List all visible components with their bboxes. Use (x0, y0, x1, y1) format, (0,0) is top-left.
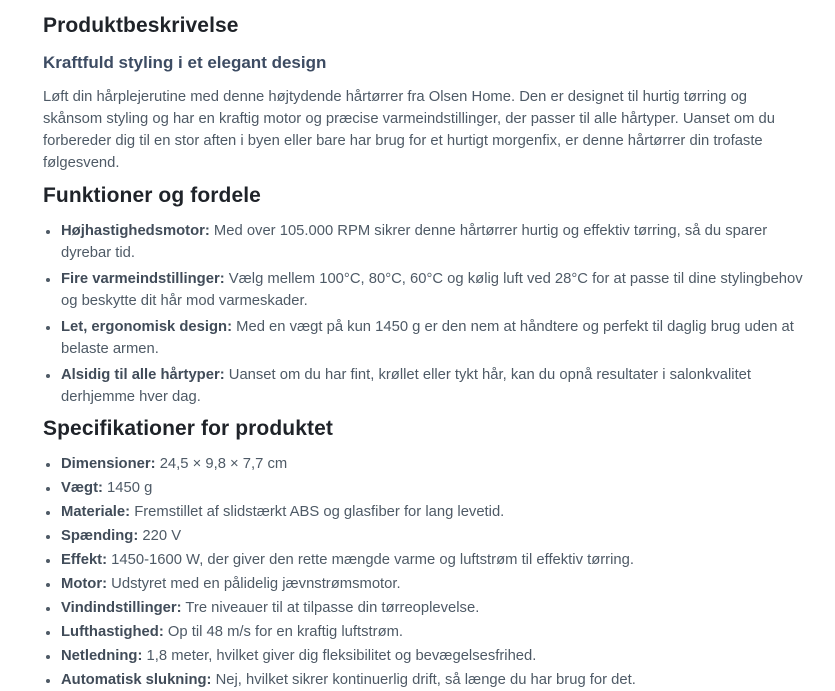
spec-term: Motor: (61, 576, 108, 592)
feature-text: Med over 105.000 RPM sikrer denne hårtørrer hurtig og effektiv tørring, så du sparer dyrebar tid. (61, 223, 768, 261)
specifications-list (43, 453, 806, 691)
feature-term: Fire varmeindstillinger: (61, 271, 225, 287)
spec-text: 220 V (142, 528, 182, 544)
list-item-spec (60, 645, 806, 667)
list-item-feature (60, 220, 806, 264)
list-item-spec (60, 525, 806, 547)
feature-term: Alsidig til alle hårtyper: (61, 367, 225, 383)
spec-term: Dimensioner: (61, 456, 156, 472)
spec-text: Tre niveauer til at tilpasse din tørreoplevelse. (185, 600, 480, 616)
spec-term: Vindindstillinger: (61, 600, 182, 616)
feature-term: Let, ergonomisk design: (61, 319, 233, 335)
list-item-feature (60, 364, 806, 408)
list-item-feature (60, 268, 806, 312)
spec-term: Effekt: (61, 552, 108, 568)
feature-term: Højhastighedsmotor: (61, 223, 210, 239)
spec-text: Op til 48 m/s for en kraftig luftstrøm. (167, 624, 404, 640)
spec-term: Vægt: (61, 480, 103, 496)
section-heading-specifications: Specifikationer for produktet (43, 417, 333, 440)
spec-term: Materiale: (61, 504, 131, 520)
list-item-spec (60, 477, 806, 499)
feature-text: Med en vægt på kun 1450 g er den nem at håndtere og perfekt til daglig brug uden at belaste armen. (61, 319, 794, 357)
spec-text: 1450-1600 W, der giver den rette mængde varme og luftstrøm til effektiv tørring. (111, 552, 634, 568)
list-item-spec (60, 501, 806, 523)
list-item-spec (60, 669, 806, 691)
page-title: Produktbeskrivelse (43, 14, 239, 37)
list-item-spec (60, 549, 806, 571)
spec-text: 1450 g (107, 480, 153, 496)
features-list (43, 220, 806, 408)
spec-term: Automatisk slukning: (61, 672, 212, 688)
list-item-spec (60, 621, 806, 643)
spec-term: Lufthastighed: (61, 624, 164, 640)
spec-term: Netledning: (61, 648, 143, 664)
spec-term: Spænding: (61, 528, 139, 544)
list-item-feature (60, 316, 806, 360)
feature-text: Uanset om du har fint, krøllet eller tykt hår, kan du opnå resultater i salonkvalitet derhjemme hver dag. (61, 367, 752, 405)
list-item-spec (60, 573, 806, 595)
list-item-spec (60, 597, 806, 619)
list-item-spec (60, 453, 806, 475)
spec-text: Fremstillet af slidstærkt ABS og glasfiber for lang levetid. (134, 504, 505, 520)
spec-text: Nej, hvilket sikrer kontinuerlig drift, så længe du har brug for det. (215, 672, 636, 688)
product-intro-paragraph: Løft din hårplejerutine med denne højtydende hårtørrer fra Olsen Home. Den er designet til hurtig tørring og skånsom styling og har en kraftig motor og præcise varmeindstillinger, der passer til alle hårtyper. Uanset om du forbereder dig til en stor aften i byen eller bare har brug for et hurtigt morgenfix, er denne hårtørrer din trofaste følgesvend. (43, 89, 775, 171)
section-heading-features: Funktioner og fordele (43, 184, 261, 207)
spec-text: Udstyret med en pålidelig jævnstrømsmotor. (111, 576, 401, 592)
spec-text: 24,5 × 9,8 × 7,7 cm (159, 456, 288, 472)
feature-text: Vælg mellem 100°C, 80°C, 60°C og kølig luft ved 28°C for at passe til dine stylingbehov og beskytte dit hår mod varmeskader. (61, 271, 803, 309)
spec-text: 1,8 meter, hvilket giver dig fleksibilitet og bevægelsesfrihed. (146, 648, 537, 664)
product-subtitle: Kraftfuld styling i et elegant design (43, 53, 327, 72)
